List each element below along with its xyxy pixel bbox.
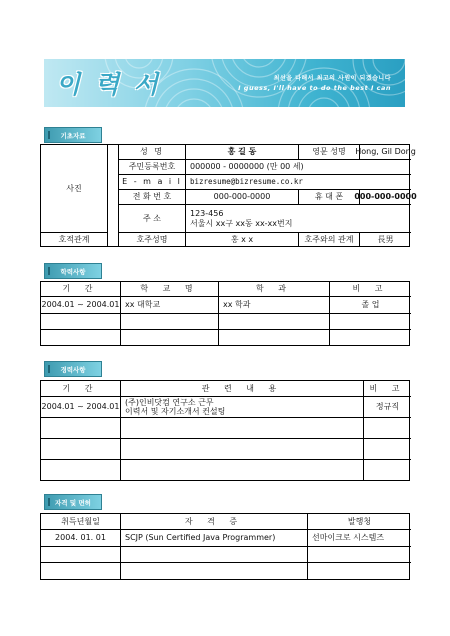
email-value: bizresume@bizresume.co.kr — [186, 175, 411, 190]
family-spacer — [108, 233, 119, 247]
mobile-label: 휴 대 폰 — [299, 190, 360, 205]
resume-title: 이 력 서 — [56, 70, 161, 99]
career-header-period: 기 간 — [41, 381, 121, 397]
career-row-content — [121, 460, 364, 481]
address-value — [186, 205, 411, 233]
name-label: 성 명 — [119, 145, 186, 160]
career-row-note — [364, 418, 411, 439]
eng-name-label: 영문 성명 — [299, 145, 360, 160]
license-row-name — [121, 547, 308, 563]
education-table — [40, 281, 410, 346]
address-postcode: 123-456 — [190, 209, 224, 219]
career-row-period: 2004.01 ~ 2004.01 — [41, 397, 121, 418]
career-table — [40, 380, 410, 481]
license-header-name: 자 격 증 — [121, 514, 308, 530]
email-label: E - m a i l — [119, 175, 186, 190]
edu-row-school: xx 대학교 — [121, 297, 219, 314]
edu-header-major: 학 과 — [219, 282, 330, 297]
career-row-content — [121, 418, 364, 439]
license-row-issuer: 선마이크로 시스템즈 — [308, 530, 411, 547]
section-label-education: 학력사항 — [44, 263, 102, 279]
license-header-date: 취득년월일 — [41, 514, 121, 530]
career-row-period — [41, 418, 121, 439]
title-banner — [44, 59, 405, 107]
edu-row-major — [219, 330, 330, 346]
edu-row-period — [41, 330, 121, 346]
spacer-column — [108, 145, 119, 233]
edu-row-note — [330, 330, 411, 346]
section-label-basic: 기초자료 — [44, 127, 102, 143]
license-row-issuer — [308, 563, 411, 580]
career-row-note: 정규직 — [364, 397, 411, 418]
career-row-period — [41, 439, 121, 460]
edu-row-note: 졸 업 — [330, 297, 411, 314]
edu-row-school — [121, 330, 219, 346]
family-head-value: 홍 x x — [186, 233, 299, 247]
edu-row-school — [121, 314, 219, 330]
edu-row-note — [330, 314, 411, 330]
banner-subtitle-english: I guess, I'll have to do the best I can — [238, 84, 391, 92]
career-row-content — [121, 397, 364, 418]
edu-header-school: 학 교 명 — [121, 282, 219, 297]
id-number-label: 주민등록번호 — [119, 160, 186, 175]
edu-row-major — [219, 314, 330, 330]
relation-value: 長男 — [377, 235, 394, 245]
career-row-duty: 이력서 및 자기소개서 컨설팅 — [125, 407, 226, 416]
name-value: 홍 길 동 — [186, 145, 299, 160]
mobile-value: 000-000-0000 — [360, 190, 411, 205]
eng-name-value: Hong, Gil Dong — [360, 145, 411, 160]
career-row-period — [41, 460, 121, 481]
career-row-content — [121, 439, 364, 460]
address-street: 서울시 xx구 xx동 xx-xx번지 — [190, 218, 293, 228]
photo-box: 사진 — [41, 145, 108, 233]
license-row-date — [41, 547, 121, 563]
license-row-date — [41, 563, 121, 580]
license-row-name: SCJP (Sun Certified Java Programmer) — [121, 530, 308, 547]
license-row-issuer — [308, 547, 411, 563]
edu-row-major: xx 학과 — [219, 297, 330, 314]
license-row-name — [121, 563, 308, 580]
address-label: 주 소 — [119, 205, 186, 233]
career-row-note — [364, 460, 411, 481]
career-header-note: 비 고 — [364, 381, 411, 397]
career-row-note — [364, 439, 411, 460]
career-header-content: 관 련 내 용 — [121, 381, 364, 397]
family-head-label: 호주성명 — [119, 233, 186, 247]
section-label-career: 경력사항 — [44, 361, 102, 377]
basic-info-table — [40, 144, 417, 247]
phone-label: 전 화 번 호 — [119, 190, 186, 205]
phone-value: 000-000-0000 — [186, 190, 299, 205]
edu-header-period: 기 간 — [41, 282, 121, 297]
license-table — [40, 513, 410, 580]
relation-label: 호주와의 관계 — [299, 233, 360, 247]
banner-subtitle-korean: 최선을 다해서 최고의 사원이 되겠습니다 — [273, 75, 391, 82]
id-number-value: 000000 - 0000000 (만 00 세) — [186, 160, 411, 175]
license-row-date: 2004. 01. 01 — [41, 530, 121, 547]
family-relation-label: 호적관계 — [41, 233, 108, 247]
edu-header-note: 비 고 — [330, 282, 411, 297]
career-row-company: (주)인비닷컴 연구소 근무 — [125, 397, 214, 407]
edu-row-period — [41, 314, 121, 330]
license-header-issuer: 발행청 — [308, 514, 411, 530]
edu-row-period: 2004.01 ~ 2004.01 — [41, 297, 121, 314]
section-label-license: 자격 및 면허 — [44, 494, 102, 510]
